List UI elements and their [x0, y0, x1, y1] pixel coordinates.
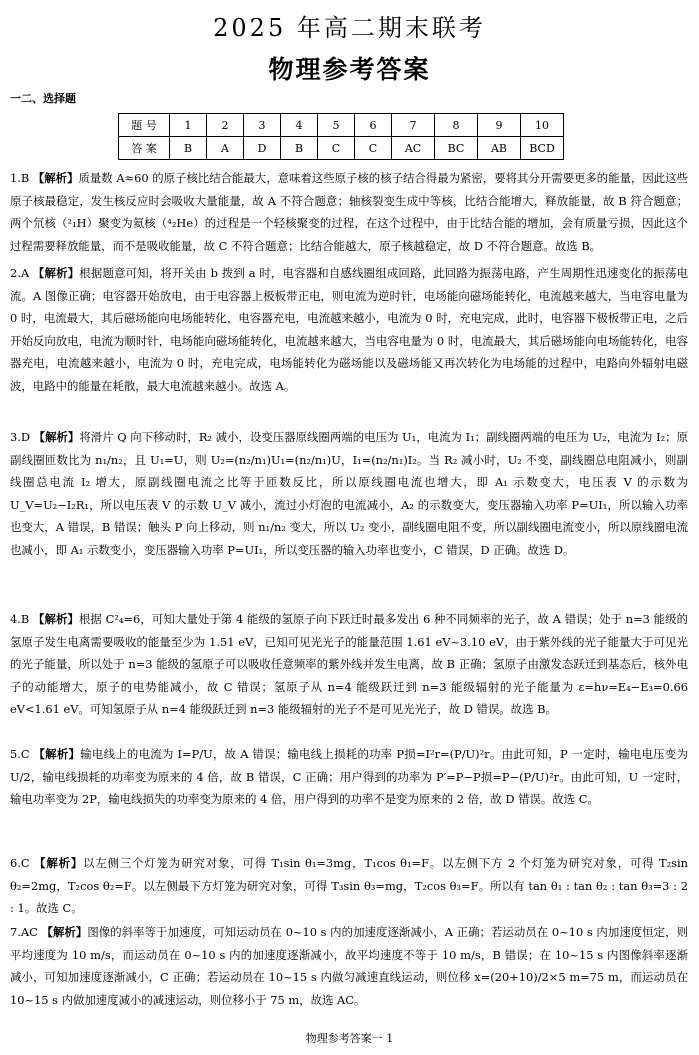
answer-cell: B: [281, 137, 318, 160]
analysis-tag: 【解析】: [33, 747, 81, 761]
analysis-tag: 【解析】: [34, 856, 84, 870]
answer-subtitle: 物理参考答案: [268, 55, 431, 84]
question-number: 10: [521, 114, 564, 137]
analysis-tag: 【解析】: [32, 266, 80, 280]
analysis-tag: 【解析】: [32, 171, 79, 185]
explanation-text: 将滑片 Q 向下移动时，R₂ 减小，设变压器原线圈两端的电压为 U₁，电流为 I₁；副线圈两端的电压为 U₂，电流为 I₂；原副线圈匝数比为 n₁/n₂，且 U₁=U，则 U₂=(n₂/n₁)U₁=(n₂/n₁)U，I₁=(n₂/n₁)I₂。当 R₂ 减小时，U₂ 不变，副线圈总电阻减小，则副线圈总电流 I₂ 增大，原副线圈电流之比等于匝数反比，所以原线圈电流也增大，即 A₁ 示数变大，电压表 V 的示数为 U_V=U₂−I₂R₁，所以电压表 V 的示数 U_V 减小，流过小灯泡的电流减小，A₂ 的示数变大，变压器输入功率 P=UI₁，所以输入功率也变大，A 错误，B 错误；触头 P 向上移动，则 n₁/n₂ 变大，所以 U₂ 变小，副线圈电阻不变，所以副线圈电流变小，所以原线圈电流也减小，即 A₁ 示数变小，变压器输入功率 P=UI₁，所以变压器的输入功率也变小，C 错误，D 正确。故选 D。: [10, 430, 688, 557]
question-number-row: [119, 114, 564, 137]
explanation-text: 质量数 A≈60 的原子核比结合能最大，意味着这些原子核的核子结合得最为紧密，要将其分开需要更多的能量，因此这些原子核最稳定，发生核反应时会吸收大量能量，故 A 不符合题意；轴核裂变生成中等核，比结合能增大，释放能量，故 B 符合题意；两个氘核（²₁H）聚变为氦核（⁴₂He）的过程是一个轻核聚变的过程，在这个过程中，由于比结合能的增加，会有质量亏损，因此这个过程需要释放能量，而不是吸收能量，故 C 不符合题意；比结合能越大，原子核越稳定，故 D 不符合题意。故选 B。: [10, 171, 688, 253]
answer-cell: D: [244, 137, 281, 160]
analysis-tag: 【解析】: [41, 925, 88, 939]
answer-cell: A: [207, 137, 244, 160]
explanation-q6: [10, 852, 688, 920]
answer-cell: C: [355, 137, 392, 160]
answer-cell: BCD: [521, 137, 564, 160]
question-number: 1: [170, 114, 207, 137]
analysis-tag: 【解析】: [32, 612, 79, 626]
answer-cell: AC: [392, 137, 435, 160]
explanation-text: 根据 C²₄=6，可知大量处于第 4 能级的氢原子向下跃迁时最多发出 6 种不同频率的光子，故 A 错误；处于 n=3 能级的氢原子发生电离需要吸收的能量至少为 1.51 eV，已知可见光光子的能量范围 1.61 eV~3.10 eV，由于紫外线的光子能量大于可见光的光子能量，所以处于 n=3 能级的氢原子可以吸收任意频率的紫外线并发生电离，故 B 正确；氢原子由激发态跃迁到基态后，核外电子的动能增大，原子的电势能减小，故 C 错误；氢原子从 n=4 能级跃迁到 n=3 能级辐射的光子能量为 ε=hν=E₄−E₃=0.66 eV<1.61 eV。可知氢原子从 n=4 能级跃迁到 n=3 能级辐射的光子不是可见光光子，故 D 错误。故选 B。: [10, 612, 688, 716]
explanation-text: 图像的斜率等于加速度，可知运动员在 0~10 s 内的加速度逐渐减小，A 正确；若运动员在 0~10 s 内加速度恒定，则平均速度为 10 m/s，而运动员在 0~10 s 内的加速度逐渐减小，故平均速度不等于 10 m/s，B 错误；在 10~15 s 内图像斜率逐渐减小，可知加速度逐渐减小，C 正确；若运动员在 10~15 s 内做匀减速直线运动，则位移 x=(20+10)/2×5 m=75 m，而运动员在 10~15 s 内做加速度减小的减速运动，则位移小于 75 m，故选 AC。: [10, 925, 688, 1007]
explanation-q7: [10, 921, 688, 1011]
question-head: 3.D: [10, 430, 34, 444]
answer-cell: BC: [435, 137, 478, 160]
question-head: 1.B: [10, 171, 33, 185]
explanation-q2: [10, 262, 688, 397]
question-head: 2.A: [10, 266, 33, 280]
answer-table: [118, 113, 564, 160]
question-head: 7.AC: [10, 925, 42, 939]
row-label-answer: 答 案: [119, 137, 170, 160]
question-head: 4.B: [10, 612, 33, 626]
question-number: 2: [207, 114, 244, 137]
answer-cell: B: [170, 137, 207, 160]
analysis-tag: 【解析】: [33, 430, 80, 444]
exam-title: 2025 年高二期末联考: [213, 14, 486, 42]
explanation-q1: [10, 167, 688, 257]
explanation-q3: [10, 426, 688, 561]
explanation-q4: [10, 608, 688, 721]
section-label: 一二、选择题: [10, 92, 76, 105]
answer-cell: AB: [478, 137, 521, 160]
explanation-text: 根据题意可知，将开关由 b 拨到 a 时，电容器和自感线圈组成回路，此回路为振荡电路，产生周期性迅速变化的振荡电流。A 图像正确；电容器开始放电，由于电容器上极板带正电，则电流为逆时针，电场能向磁场能转化，电流越来越大，当电容电量为 0 时，电流最大，其后磁场能向电场能转化，电容器充电，电流越来越小，电流为 0 时，充电完成，此时，电容器下极板带正电，之后开始反向放电，电流为顺时针，电场能向磁场能转化，电流越来越大，当电容电量为 0 时，电流最大，其后磁场能向电场能转化，电容器充电，电流越来越小，电流为 0 时，充电完成，电场能转化为磁场能以及磁场能又再次转化为电场能的过程中，电路向外辐射电磁波，电路中的能量在耗散，最大电流越来越小。故选 A。: [10, 266, 688, 393]
question-number: 8: [435, 114, 478, 137]
question-head: 6.C: [10, 856, 35, 870]
question-head: 5.C: [10, 747, 34, 761]
answer-cell: C: [318, 137, 355, 160]
row-label-number: 题 号: [119, 114, 170, 137]
question-number: 3: [244, 114, 281, 137]
explanation-text: 以左侧三个灯笼为研究对象，可得 T₁sin θ₁=3mg，T₁cos θ₁=F。以左侧下方 2 个灯笼为研究对象，可得 T₂sin θ₂=2mg，T₂cos θ₂=F。以左侧最下方灯笼为研究对象，可得 T₃sin θ₃=mg，T₂cos θ₃=F。所以有 tan θ₁ : tan θ₂ : tan θ₃=3 : 2 : 1。故选 C。: [10, 856, 688, 915]
answer-row: [119, 137, 564, 160]
page-footer: 物理参考答案一 1: [305, 1032, 394, 1045]
explanation-text: 输电线上的电流为 I=P/U，故 A 错误；输电线上损耗的功率 P损=I²r=(P/U)²r。由此可知，P 一定时，输电电压变为 U/2，输电线损耗的功率变为原来的 4 倍，故 B 错误，C 正确；用户得到的功率为 P′=P−P损=P−(P/U)²r。由此可知，U 一定时，输电功率变为 2P，输电线损失的功率变为原来的 4 倍，用户得到的功率不是变为原来的 2 倍，故 D 错误。故选 C。: [10, 747, 688, 806]
question-number: 7: [392, 114, 435, 137]
explanation-q5: [10, 743, 688, 811]
question-number: 4: [281, 114, 318, 137]
question-number: 5: [318, 114, 355, 137]
question-number: 9: [478, 114, 521, 137]
question-number: 6: [355, 114, 392, 137]
